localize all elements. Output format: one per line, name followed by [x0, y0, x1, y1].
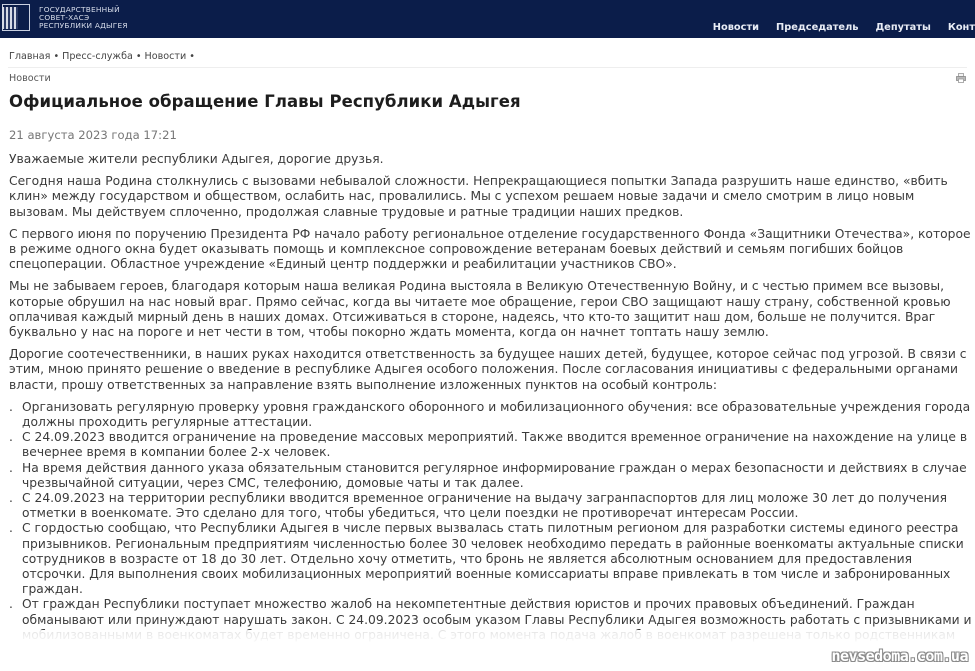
- main-nav: [713, 22, 975, 33]
- nav-item-deputies[interactable]: Депутаты: [875, 22, 931, 33]
- article-paragraph: С первого июня по поручению Президента РФ начало работу региональное отделение государственного Фонда «Защитники Отечества», которое в режиме одного окна будет оказывать помощь и комплексное сопровождение ветеранам боевых действий и семьям погибших бойцов спецоперации. Областное учреждение «Единый центр поддержки и реабилитации участников СВО».: [9, 226, 971, 272]
- list-item: [9, 521, 974, 597]
- logo-text: [39, 6, 128, 30]
- list-bullet: .: [9, 399, 13, 414]
- logo-line: РЕСПУБЛИКИ АДЫГЕЯ: [39, 21, 128, 30]
- print-icon[interactable]: [956, 73, 966, 83]
- breadcrumb: [9, 51, 198, 62]
- list-item: [9, 400, 974, 430]
- bottom-fade: [0, 630, 975, 671]
- article-paragraph: Уважаемые жители республики Адыгея, дорогие друзья.: [9, 152, 384, 166]
- article-body: [9, 152, 974, 643]
- divider: [8, 67, 967, 68]
- list-bullet: .: [9, 430, 13, 445]
- parliament-building-icon: [0, 3, 32, 33]
- nav-item-chairman[interactable]: Председатель: [776, 22, 859, 33]
- nav-item-contacts[interactable]: Конт: [947, 22, 975, 33]
- list-item-text: С 24.09.2023 на территории республики вводится временное ограничение на выдачу загранпаспортов для лиц моложе 30 лет до получения отметки в военкомате. Это сделано для того, чтобы убедиться, что цели поездки не противоречат интересам России.: [22, 491, 948, 521]
- list-item-text: С гордостью сообщаю, что Республики Адыгея в числе первых вызвалась стать пилотным регионом для разработки системы единого реестра призывников. Региональным предприятиям численностью более 30 человек необходимо передать в районные военкоматы актуальные списки сотрудников в возрасте от 18 до 30 лет. Отдельно хочу отметить, что бронь не является абсолютным основанием для предоставления отсрочки. Для выполнения своих мобилизационных мероприятий военные комиссариаты вправе привлекать в том числе и забронированных граждан.: [22, 521, 964, 597]
- list-bullet: .: [9, 521, 13, 536]
- page-title: Официальное обращение Главы Республики Адыгея: [9, 92, 521, 111]
- list-item: [9, 491, 974, 521]
- list-item-text: На время действия данного указа обязательным становится регулярное информирование граждан о мерах безопасности и действиях в случае чрезвычайной ситуации, через СМС, телефонию, домовые чаты и так далее.: [22, 460, 967, 490]
- logo-line: СОВЕТ-ХАСЭ: [39, 13, 90, 22]
- breadcrumb-separator: •: [135, 51, 142, 62]
- watermark: nevsedoma.com.ua: [831, 647, 968, 665]
- breadcrumb-news[interactable]: Новости: [144, 51, 187, 62]
- list-bullet: .: [9, 491, 13, 506]
- breadcrumb-home[interactable]: Главная: [9, 51, 51, 62]
- article-paragraph: Дорогие соотечественники, в наших руках находится ответственность за будущее наших детей, будущее, которое сейчас под угрозой. В связи с этим, мною принято решение о введение в республике Адыгея особого положения. После согласования инициативы с федеральными органами власти, прошу ответственных за направление взять выполнение изложенных пунктов на особый контроль:: [9, 347, 967, 392]
- article-paragraph: Мы не забываем героев, благодаря которым наша великая Родина выстояла в Великую Отечественную Войну, и с честью примем все вызовы, которые обрушил на нас новый враг. Прямо сейчас, когда вы читаете мое обращение, герои СВО защищают нашу страну, собственной кровью оплачивая каждый мирный день в наших домах. Отсиживаться в стороне, надеясь, что кто-то защитит наш дом, больше не получится. Враг буквально у нас на пороге и нет чести в том, чтобы покорно ждать момента, когда он начнет топтать нашу землю.: [9, 279, 951, 340]
- site-header: [0, 0, 975, 38]
- site-logo[interactable]: [0, 3, 128, 33]
- breadcrumb-separator: •: [53, 51, 60, 62]
- list-bullet: .: [9, 460, 13, 475]
- list-item-text: С 24.09.2023 вводится ограничение на проведение массовых мероприятий. Также вводится временное ограничение на нахождение на улице в вечернее время в компании более 2-х человек.: [22, 430, 968, 460]
- breadcrumb-separator: •: [189, 51, 195, 62]
- nav-item-news[interactable]: Новости: [712, 22, 760, 33]
- article-paragraph: Сегодня наша Родина столкнулись с вызовами небывалой сложности. Непрекращающиеся попытки Запада разрушить наше единство, «вбить клин» между государством и обществом, ослабить нас, провалились. Мы с успехом решаем новые задачи и смело смотрим в лицо новым вызовам. Мы действуем сплоченно, продолжая славные трудовые и ратные традиции наших предков.: [9, 174, 948, 219]
- measures-list: [9, 400, 974, 643]
- list-item: [9, 461, 974, 491]
- breadcrumb-press-service[interactable]: Пресс-служба: [62, 51, 133, 62]
- logo-line: ГОСУДАРСТВЕННЫЙ: [39, 5, 120, 14]
- section-label[interactable]: Новости: [9, 73, 51, 84]
- list-item-text: От граждан Республики поступает множество жалоб на некомпетентные действия юристов и прочих правовых объединений. Граждан обманывают или принуждают нарушать закон. С 24.09.2023 особым указом Главы Республики Адыгея возможность работать с призывниками и: [22, 597, 972, 627]
- publish-date: 21 августа 2023 года 17:21: [9, 128, 177, 142]
- list-bullet: .: [9, 597, 13, 612]
- list-item: [9, 430, 974, 460]
- list-item-text: Организовать регулярную проверку уровня гражданского оборонного и мобилизационного обучения: все образовательные учреждения города должны проходить регулярные аттестации.: [22, 399, 971, 430]
